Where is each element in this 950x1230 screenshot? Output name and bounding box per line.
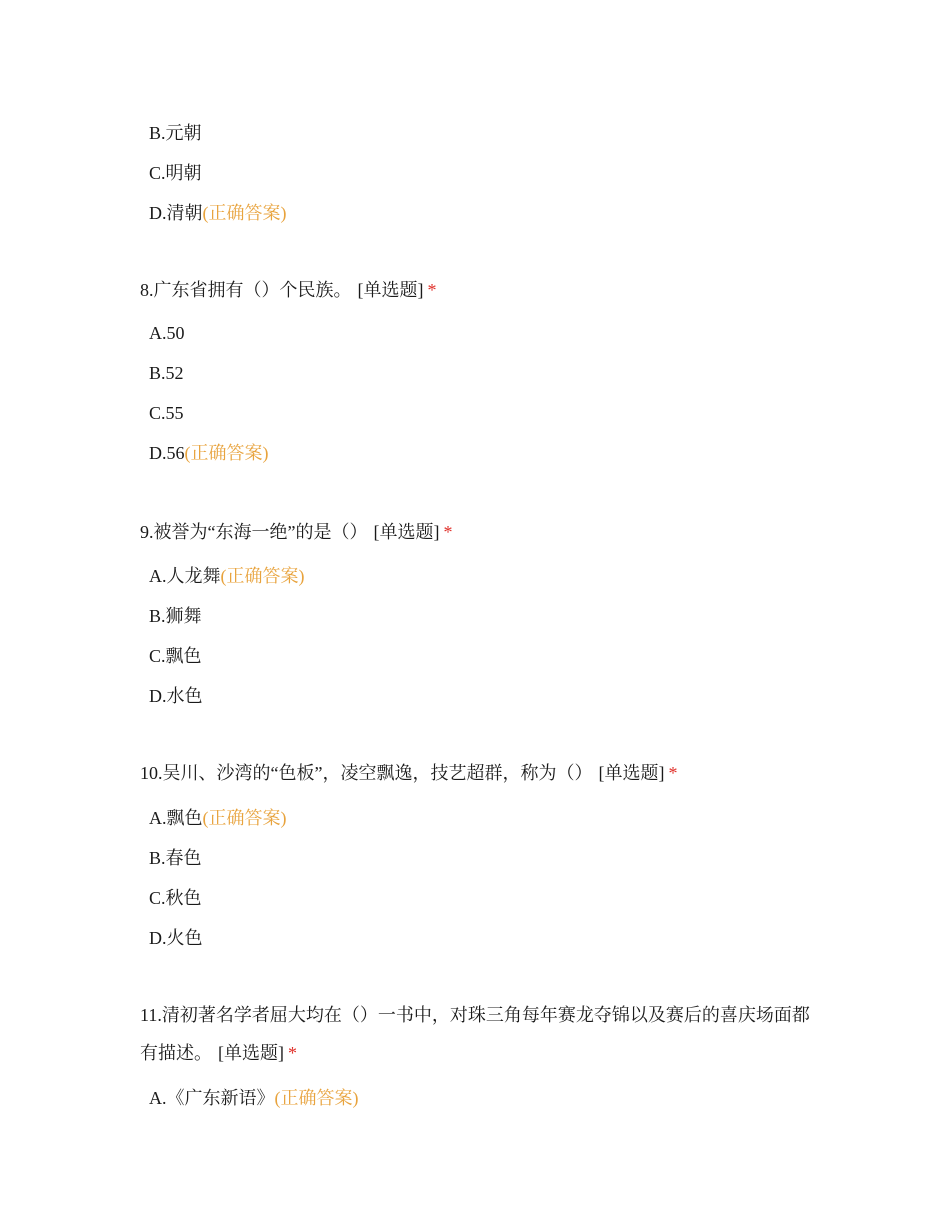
option-text: B.春色: [149, 848, 202, 868]
option-text: C.明朝: [149, 163, 202, 183]
question-text: 8.广东省拥有（）个民族。: [140, 280, 352, 300]
option-text: D.水色: [149, 686, 203, 706]
option-q9-d: [149, 676, 820, 716]
option-text: A.50: [149, 323, 185, 343]
option-q10-a: [149, 798, 820, 838]
option-q9-b: [149, 596, 820, 636]
option-q7-b: [149, 113, 820, 153]
question-8: [140, 271, 820, 473]
required-mark: *: [427, 280, 437, 300]
question-text: 9.被誉为“东海一绝”的是（）: [140, 522, 368, 542]
option-q8-b: [149, 353, 820, 393]
option-text: A.飘色: [149, 808, 203, 828]
required-mark: *: [668, 763, 678, 783]
option-q7-d: [149, 193, 820, 233]
correct-answer-mark: (正确答案): [202, 808, 287, 828]
option-q8-d: [149, 433, 820, 473]
question-type-label: [单选题]: [357, 280, 424, 300]
question-title: [140, 513, 820, 551]
required-mark: *: [288, 1043, 297, 1063]
option-text: A.《广东新语》: [149, 1088, 275, 1108]
option-q11-a: [149, 1078, 810, 1118]
option-q7-c: [149, 153, 820, 193]
option-text: A.人龙舞: [149, 566, 221, 586]
question-9: [140, 513, 820, 716]
option-text: B.元朝: [149, 123, 202, 143]
question-type-label: [单选题]: [373, 522, 440, 542]
option-text: D.56: [149, 443, 185, 463]
option-text: B.52: [149, 363, 184, 383]
option-q10-c: [149, 878, 820, 918]
question-title: [140, 996, 810, 1072]
option-text: B.狮舞: [149, 606, 202, 626]
question-text: 10.吴川、沙湾的“色板”，凌空飘逸，技艺超群，称为（）: [140, 763, 593, 783]
correct-answer-mark: (正确答案): [184, 443, 269, 463]
option-text: D.清朝: [149, 203, 203, 223]
option-q9-a: [149, 556, 820, 596]
correct-answer-mark: (正确答案): [274, 1088, 359, 1108]
required-mark: *: [443, 522, 453, 542]
question-title: [140, 754, 820, 792]
option-q8-c: [149, 393, 820, 433]
question-title: [140, 271, 820, 309]
question-type-label: [单选题]: [218, 1043, 284, 1063]
correct-answer-mark: (正确答案): [202, 203, 287, 223]
option-text: C.55: [149, 403, 184, 423]
option-text: C.飘色: [149, 646, 202, 666]
option-q10-d: [149, 918, 820, 958]
question-7-options: [140, 113, 820, 233]
question-text: 11.清初著名学者屈大均在（）一书中，对珠三角每年赛龙夺锦以及赛后的喜庆场面都有描述。: [140, 1005, 810, 1063]
option-text: C.秋色: [149, 888, 202, 908]
option-text: D.火色: [149, 928, 203, 948]
question-11: [140, 996, 810, 1118]
question-10: [140, 754, 820, 958]
option-q8-a: [149, 313, 820, 353]
correct-answer-mark: (正确答案): [220, 566, 305, 586]
question-type-label: [单选题]: [598, 763, 665, 783]
option-q9-c: [149, 636, 820, 676]
option-q10-b: [149, 838, 820, 878]
